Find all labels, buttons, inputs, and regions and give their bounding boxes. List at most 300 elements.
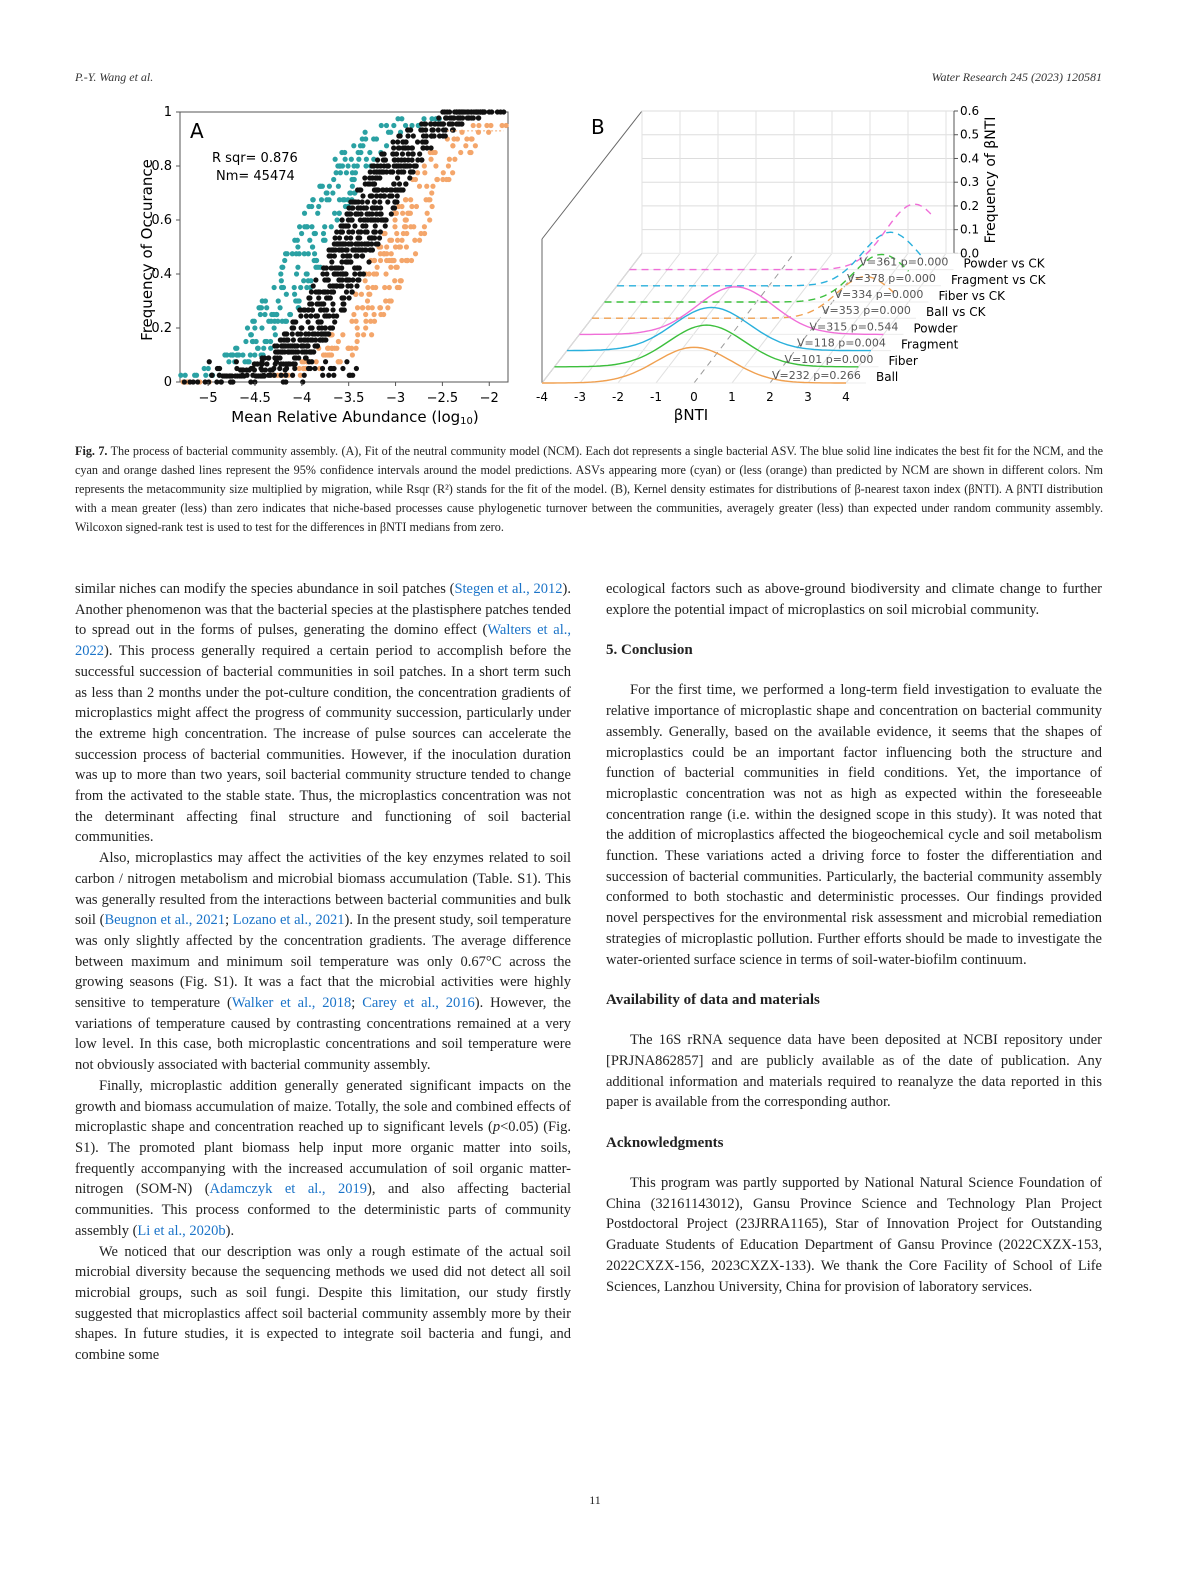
ncm-point-below [382, 251, 387, 256]
x-tick-label: 0 [690, 390, 698, 404]
ncm-point [378, 163, 383, 168]
ncm-point-below [354, 339, 359, 344]
ncm-point-above [256, 305, 261, 310]
ncm-point [292, 343, 297, 348]
ncm-point [329, 265, 334, 270]
ncm-point [348, 241, 353, 246]
ncm-point-above [192, 373, 197, 378]
ncm-point [187, 379, 192, 384]
ncm-point [345, 283, 350, 288]
ncm-point [365, 229, 370, 234]
ncm-point [320, 271, 325, 276]
ncm-point [323, 325, 328, 330]
ncm-point-below [389, 298, 394, 303]
ncm-point [375, 157, 380, 162]
ncm-point [357, 271, 362, 276]
ncm-point-below [392, 278, 397, 283]
ncm-point-below [428, 157, 433, 162]
citation-link[interactable]: Adamczyk et al., 2019 [209, 1181, 368, 1198]
ncm-point-above [245, 325, 250, 330]
ncm-point [380, 169, 385, 174]
ncm-point [311, 283, 316, 288]
ncm-point [487, 109, 492, 114]
paragraph: Finally, microplastic addition generally generated significant impacts on the growth and biomass accumulation of maize. Totally, the sole and combined effects of microplastic shape and concentration reached up to significant levels (p<0.05) (Fig. S1). The promoted plant biomass help input more organic matter into soils, frequently accompanying with the increased accumulation of soil organic matter-nitrogen (SOM-N) (Adamczyk et al., 2019), and also affecting bacterial communities. This process conformed to the deterministic parts of community assembly (Li et al., 2020b). [75, 1077, 571, 1239]
ncm-point-below [434, 177, 439, 182]
panel-b-ylabel: Frequency of βNTI [983, 116, 999, 244]
ncm-point [292, 366, 297, 371]
ncm-point-below [433, 163, 438, 168]
ncm-point [379, 217, 384, 222]
ncm-point [474, 109, 479, 114]
ncm-point [280, 349, 285, 354]
ncm-point-below [363, 319, 368, 324]
ncm-point-above [178, 373, 183, 378]
ncm-point [274, 359, 279, 364]
ncm-point [303, 337, 308, 342]
ncm-point-above [343, 157, 348, 162]
ncm-point-above [322, 224, 327, 229]
ncm-point-below [363, 325, 368, 330]
ncm-point-below [430, 184, 435, 189]
ncm-point [374, 187, 379, 192]
wilcoxon-stat: V=361 p=0.000 [859, 255, 949, 269]
ncm-point-above [290, 251, 295, 256]
ncm-point [279, 361, 284, 366]
x-tick-label: −3 [385, 391, 406, 406]
group-label: Fragment [901, 337, 959, 352]
citation-link[interactable]: Li et al., 2020b [137, 1222, 226, 1239]
group-label: Powder vs CK [963, 256, 1045, 271]
ncm-point [327, 313, 332, 318]
ncm-point-above [304, 271, 309, 276]
ncm-point [340, 277, 345, 282]
ncm-point-above [379, 123, 384, 128]
ncm-point-below [349, 319, 354, 324]
ncm-point-above [316, 204, 321, 209]
wilcoxon-stat: V=378 p=0.000 [847, 271, 936, 285]
ncm-point-above [256, 346, 261, 351]
panel-b-letter: B [591, 115, 605, 139]
ncm-point-below [424, 184, 429, 189]
ncm-point-below [405, 258, 410, 263]
ncm-point-above [282, 258, 287, 263]
ncm-point [322, 289, 327, 294]
ncm-point-below [404, 231, 409, 236]
ncm-point [436, 127, 441, 132]
ncm-point [355, 241, 360, 246]
ncm-point [322, 337, 327, 342]
ncm-point [291, 337, 296, 342]
ncm-point-above [269, 319, 274, 324]
ncm-point-above [222, 352, 227, 357]
ncm-point [365, 199, 370, 204]
ncm-point [222, 373, 227, 378]
ncm-point-below [412, 238, 417, 243]
ncm-point [344, 289, 349, 294]
paragraph: We noticed that our description was only a rough estimate of the actual soil microbial diversity because the sequencing methods we used did not detect all soil microbial groups, such as soil fungi. Despite this limitation, our study firstly suggested that microplastics affect soil bacterial community assembly more by their shapes. In future studies, it is expected to integrate soil bacteria and fungi, and combine some [75, 1243, 571, 1364]
ncm-point-below [359, 292, 364, 297]
ncm-point [322, 313, 327, 318]
ncm-point [288, 343, 293, 348]
ncm-point [355, 205, 360, 210]
ncm-point [234, 366, 239, 371]
ncm-point [195, 379, 200, 384]
ncm-point [217, 373, 222, 378]
ncm-point [250, 373, 255, 378]
ncm-point-below [473, 143, 478, 148]
x-tick-label: 4 [842, 390, 850, 404]
ncm-point [291, 325, 296, 330]
ncm-point [406, 151, 411, 156]
ncm-point-above [264, 339, 269, 344]
ncm-point-below [488, 123, 493, 128]
ncm-point [306, 366, 311, 371]
ncm-point [383, 223, 388, 228]
ncm-point [363, 247, 368, 252]
ncm-point-above [230, 352, 235, 357]
ncm-point-below [389, 251, 394, 256]
ncm-point [429, 133, 434, 138]
caption-label: Fig. 7. [75, 444, 108, 458]
panel-a-letter: A [190, 119, 204, 143]
ncm-point-above [234, 346, 239, 351]
citation-link[interactable]: Lozano et al., 2021 [232, 912, 345, 929]
ncm-point-above [307, 238, 312, 243]
ncm-point-above [272, 325, 277, 330]
x-tick-label: 2 [766, 390, 774, 404]
citation-link[interactable]: Walker et al., 2018 [231, 995, 352, 1012]
ncm-point [429, 127, 434, 132]
ncm-point [392, 163, 397, 168]
ncm-point [329, 259, 334, 264]
ncm-point [420, 145, 425, 150]
ncm-point [330, 307, 335, 312]
ncm-point-above [297, 251, 302, 256]
ncm-point-above [302, 224, 307, 229]
ncm-point [398, 133, 403, 138]
figure-panel-b [525, 100, 1085, 430]
ncm-point [407, 175, 412, 180]
ncm-point [240, 373, 245, 378]
ncm-point [284, 366, 289, 371]
ncm-point [278, 337, 283, 342]
ncm-point-above [321, 231, 326, 236]
ncm-point [306, 307, 311, 312]
ncm-point [414, 163, 419, 168]
ncm-point-above [338, 170, 343, 175]
ncm-point [350, 199, 355, 204]
citation-link[interactable]: Walters et al., 2022 [75, 622, 572, 660]
ncm-point-above [279, 265, 284, 270]
x-tick-label: −3.5 [332, 391, 365, 406]
ncm-point-above [288, 312, 293, 317]
ncm-point [388, 193, 393, 198]
ncm-point [424, 133, 429, 138]
ncm-point-above [324, 190, 329, 195]
ncm-point [309, 325, 314, 330]
ncm-point [295, 349, 300, 354]
ncm-point-above [259, 325, 264, 330]
ncm-point-below [360, 305, 365, 310]
ncm-point [240, 367, 245, 372]
group-label: Ball vs CK [926, 305, 986, 320]
ncm-point-above [261, 346, 266, 351]
ncm-point [227, 373, 232, 378]
ncm-point [346, 229, 351, 234]
ncm-point [216, 366, 221, 371]
ncm-point [300, 379, 305, 384]
ncm-point [373, 223, 378, 228]
caption-text: The process of bacterial community assembly. (A), Fit of the neutral community model (NCM). Each dot represents a single bacterial ASV. The blue solid line indicates the best fit for the NCM, and the cyan and orange dashed lines represent the 95% confidence intervals around the model predictions. ASVs appearing more (cyan) or (less (orange) than predicted by NCM are shown in different colors. Nm represents the metacommunity size multiplied by migration, while Rsqr (R²) stands for the fit of the model. (B), Kernel density estimates for distributions of β-nearest taxon index (βNTI). A βNTI distribution with a mean greater (less) than zero indicates that niche-based processes cause phylogenetic turnover between the communities, averagely greater (less) than expected under random community assembly. Wilcoxon signed-rank test is used to test for the differences in βNTI medians from zero. [75, 444, 1103, 534]
ncm-point [469, 115, 474, 120]
ncm-point-below [383, 298, 388, 303]
ncm-point [451, 127, 456, 132]
ncm-point-below [400, 211, 405, 216]
ncm-point-below [385, 305, 390, 310]
ncm-point [304, 349, 309, 354]
ncm-point [356, 199, 361, 204]
running-header-authors: P.-Y. Wang et al. [75, 70, 154, 84]
ncm-point [360, 253, 365, 258]
ncm-point-below [447, 157, 452, 162]
ncm-point [332, 235, 337, 240]
x-tick-label: -2 [612, 390, 624, 404]
ncm-point-above [302, 211, 307, 216]
ncm-point [410, 151, 415, 156]
ncm-point [370, 205, 375, 210]
group-label: Fragment vs CK [951, 272, 1046, 287]
ncm-point [321, 265, 326, 270]
ncm-point-below [403, 217, 408, 222]
ncm-point-above [338, 163, 343, 168]
ncm-point-below [430, 150, 435, 155]
ncm-point [417, 151, 422, 156]
ncm-point [209, 373, 214, 378]
ncm-point-above [312, 258, 317, 263]
ncm-point [266, 355, 271, 360]
ncm-point [326, 373, 331, 378]
ncm-point [228, 379, 233, 384]
ncm-point [390, 151, 395, 156]
ncm-point [357, 187, 362, 192]
ncm-point-above [363, 163, 368, 168]
z-tick-label: 0.5 [960, 127, 980, 142]
ncm-point-below [406, 211, 411, 216]
ncm-point-above [272, 285, 277, 290]
ncm-point [370, 211, 375, 216]
ncm-point [397, 181, 402, 186]
ncm-point-below [426, 197, 431, 202]
ncm-point [305, 319, 310, 324]
ncm-point-above [319, 197, 324, 202]
x-tick-label: -1 [650, 390, 662, 404]
ncm-point [318, 307, 323, 312]
ncm-point-below [353, 346, 358, 351]
ncm-point [410, 169, 415, 174]
ncm-point-below [452, 157, 457, 162]
ncm-point-above [332, 211, 337, 216]
ncm-point [403, 181, 408, 186]
ncm-point-above [391, 123, 396, 128]
ncm-point [328, 295, 333, 300]
citation-link[interactable]: Carey et al., 2016 [362, 995, 475, 1012]
ncm-point-below [417, 184, 422, 189]
ncm-point-below [471, 123, 476, 128]
ncm-point [340, 301, 345, 306]
ncm-point-above [301, 278, 306, 283]
ncm-point [455, 115, 460, 120]
ncm-point [397, 145, 402, 150]
citation-link[interactable]: Beugnon et al., 2021 [104, 912, 226, 929]
ncm-point [436, 115, 441, 120]
ncm-point [331, 289, 336, 294]
ncm-point [340, 271, 345, 276]
ncm-point-above [322, 238, 327, 243]
y-tick-label: 0.2 [151, 321, 172, 336]
ncm-point-above [330, 190, 335, 195]
ncm-point [448, 121, 453, 126]
ncm-point-above [335, 217, 340, 222]
ncm-point-above [248, 352, 253, 357]
ncm-point-below [336, 339, 341, 344]
citation-link[interactable]: Stegen et al., 2012 [454, 581, 563, 597]
left-column [75, 579, 571, 1366]
ncm-point [399, 169, 404, 174]
ncm-point-below [476, 123, 481, 128]
paragraph: This program was partly supported by National Natural Science Foundation of China (32161143012), Gansu Province Science and Technology Plan Project Postdoctoral Project (23JRRA1165), Star of Innovation Project for Outstanding Graduate Students of Education Department of Gansu Province (2022CXZX-153, 2022CXZX-156, 2023CXZX-133). We thank the Core Facility of School of Life Sciences, Lanzhou University, China for provision of laboratory services. [606, 1175, 1102, 1295]
ncm-point [340, 217, 345, 222]
x-tick-label: −4 [292, 391, 312, 406]
ncm-point [252, 361, 257, 366]
ncm-point [357, 235, 362, 240]
ncm-point [258, 366, 263, 371]
ncm-point-below [368, 319, 373, 324]
ncm-point [459, 109, 464, 114]
ncm-point-above [360, 136, 365, 141]
ncm-point-below [382, 285, 387, 290]
ncm-point-above [363, 130, 368, 135]
ncm-point [249, 366, 254, 371]
ncm-point [302, 373, 307, 378]
ncm-point [346, 295, 351, 300]
ncm-point [377, 235, 382, 240]
ncm-point [337, 247, 342, 252]
ncm-point [244, 373, 249, 378]
ncm-point-below [455, 136, 460, 141]
ncm-point [340, 366, 345, 371]
ncm-point [330, 301, 335, 306]
ncm-point [259, 359, 264, 364]
ncm-point [314, 301, 319, 306]
ncm-point [305, 343, 310, 348]
ncm-point [392, 205, 397, 210]
z-tick-label: 0.4 [960, 151, 980, 166]
ncm-point-below [399, 238, 404, 243]
wilcoxon-stat: V=315 p=0.544 [809, 320, 899, 334]
ncm-point-above [351, 163, 356, 168]
ncm-point [385, 163, 390, 168]
ncm-point [395, 139, 400, 144]
ncm-point-below [363, 312, 368, 317]
ncm-point-below [392, 224, 397, 229]
ncm-point [313, 277, 318, 282]
ncm-point [332, 319, 337, 324]
ncm-point-below [397, 244, 402, 249]
ncm-point-below [384, 258, 389, 263]
ncm-point-above [341, 197, 346, 202]
ncm-point-below [469, 136, 474, 141]
ncm-point [350, 217, 355, 222]
ncm-point [371, 163, 376, 168]
ncm-point [370, 181, 375, 186]
y-tick-label: 1 [163, 105, 172, 120]
ncm-point-below [468, 150, 473, 155]
ncm-point-below [399, 204, 404, 209]
ncm-point [354, 283, 359, 288]
ncm-point-below [391, 258, 396, 263]
ncm-point [378, 229, 383, 234]
z-tick-label: 0.2 [960, 198, 980, 213]
ncm-point [391, 145, 396, 150]
ncm-point [320, 366, 325, 371]
ncm-point [375, 241, 380, 246]
paragraph: ecological factors such as above-ground biodiversity and climate change to further explore the potential impact of microplastics on soil microbial community. [606, 581, 1102, 618]
ncm-point-below [383, 271, 388, 276]
ncm-point [326, 277, 331, 282]
ncm-point-above [315, 211, 320, 216]
ncm-point [379, 211, 384, 216]
ncm-point [385, 199, 390, 204]
ncm-point [362, 241, 367, 246]
ncm-point-above [262, 312, 267, 317]
ncm-point-below [415, 170, 420, 175]
ncm-point [442, 109, 447, 114]
ncm-point [282, 331, 287, 336]
ncm-point-above [310, 197, 315, 202]
ncm-point [360, 223, 365, 228]
ncm-point [369, 193, 374, 198]
ncm-point-above [295, 244, 300, 249]
panel-a-nm: Nm= 45474 [216, 169, 295, 184]
ncm-point [374, 193, 379, 198]
ncm-point [341, 223, 346, 228]
ncm-point [352, 223, 357, 228]
ncm-point-above [203, 373, 208, 378]
running-header-journal: Water Research 245 (2023) 120581 [931, 70, 1102, 84]
z-tick-label: 0.0 [960, 246, 980, 261]
ncm-point-below [365, 285, 370, 290]
ncm-point [443, 127, 448, 132]
ncm-point [303, 331, 308, 336]
ncm-point-above [350, 170, 355, 175]
ncm-point-below [340, 332, 345, 337]
ncm-point-above [250, 339, 255, 344]
ncm-point [298, 313, 303, 318]
ncm-point-above [384, 123, 389, 128]
ncm-point-above [263, 298, 268, 303]
ncm-point [343, 259, 348, 264]
ncm-point-below [430, 204, 435, 209]
ncm-point [272, 373, 277, 378]
ncm-point [333, 283, 338, 288]
wilcoxon-stat: V=353 p=0.000 [822, 304, 911, 318]
ncm-point [264, 361, 269, 366]
ncm-point [373, 175, 378, 180]
ncm-point-above [284, 292, 289, 297]
ncm-point-above [344, 170, 349, 175]
ncm-point-below [363, 278, 368, 283]
ncm-point [349, 289, 354, 294]
